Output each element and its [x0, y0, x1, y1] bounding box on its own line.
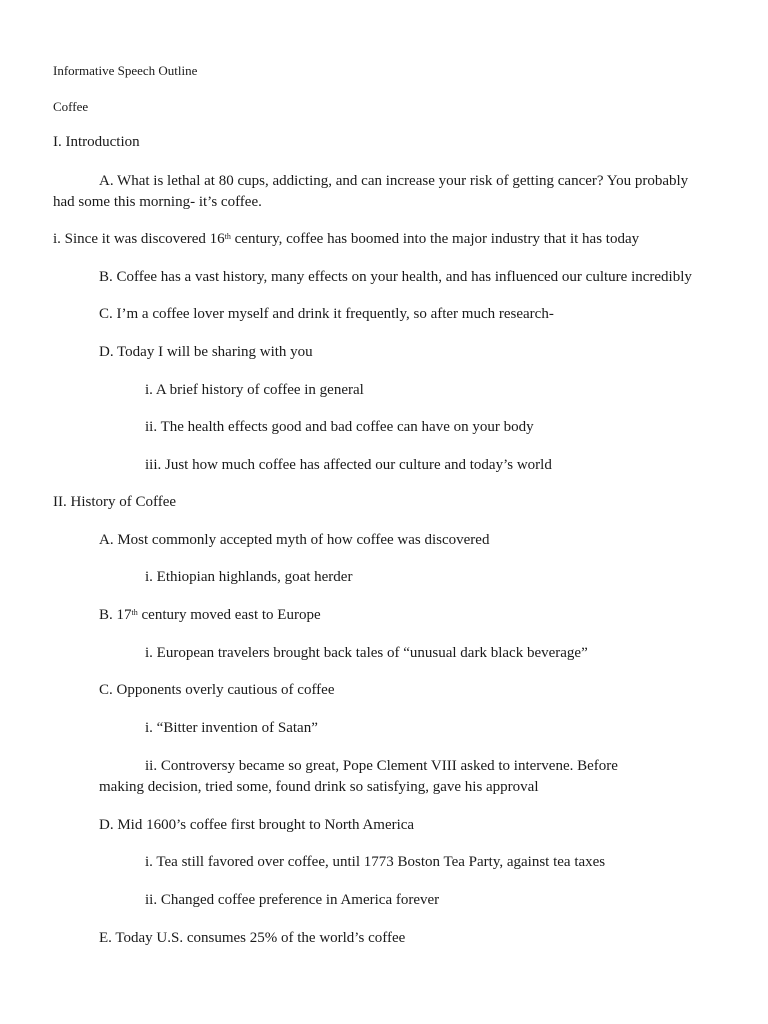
intro-subpoint-i-text: i. Since it was discovered 16 [53, 231, 225, 247]
intro-point-d: D. Today I will be sharing with you [99, 344, 313, 360]
history-point-e: E. Today U.S. consumes 25% of the world’s coffee [99, 930, 406, 946]
ordinal-suffix: th [131, 608, 138, 617]
history-point-c: C. Opponents overly cautious of coffee [99, 682, 335, 698]
intro-point-c: C. I’m a coffee lover myself and drink it frequently, so after much research- [99, 306, 554, 322]
intro-point-a-line2: had some this morning- it’s coffee. [53, 194, 262, 210]
section-heading-introduction: I. Introduction [53, 134, 140, 150]
speech-topic: Coffee [53, 99, 89, 114]
history-d-subpoint-ii: ii. Changed coffee preference in America forever [145, 892, 440, 908]
history-point-b [99, 604, 321, 626]
history-point-d: D. Mid 1600’s coffee first brought to North America [99, 817, 415, 833]
history-point-b-rest: century moved east to Europe [137, 607, 321, 623]
history-a-subpoint-i: i. Ethiopian highlands, goat herder [145, 569, 353, 585]
intro-point-a-line1: A. What is lethal at 80 cups, addicting, and can increase your risk of getting cancer? You probably [99, 173, 689, 189]
history-c-subpoint-ii-line2: making decision, tried some, found drink so satisfying, gave his approval [99, 779, 539, 795]
ordinal-suffix: th [224, 232, 231, 241]
intro-subpoint-i-rest: century, coffee has boomed into the major industry that it has today [230, 231, 640, 247]
intro-subpoint-i [53, 228, 639, 250]
intro-d-subpoint-iii: iii. Just how much coffee has affected our culture and today’s world [145, 457, 552, 473]
history-d-subpoint-i: i. Tea still favored over coffee, until 1773 Boston Tea Party, against tea taxes [145, 854, 606, 870]
intro-d-subpoint-ii: ii. The health effects good and bad coffee can have on your body [145, 419, 534, 435]
history-point-a: A. Most commonly accepted myth of how coffee was discovered [99, 532, 490, 548]
intro-point-b: B. Coffee has a vast history, many effects on your health, and has influenced our culture incredibly [99, 269, 692, 285]
section-heading-history: II. History of Coffee [53, 494, 177, 510]
history-c-subpoint-i: i. “Bitter invention of Satan” [145, 720, 318, 736]
document-type-label: Informative Speech Outline [53, 63, 198, 78]
history-point-b-text: B. 17 [99, 607, 132, 623]
history-c-subpoint-ii-line1: ii. Controversy became so great, Pope Clement VIII asked to intervene. Before [145, 758, 618, 774]
history-b-subpoint-i: i. European travelers brought back tales of “unusual dark black beverage” [145, 645, 588, 661]
intro-d-subpoint-i: i. A brief history of coffee in general [145, 382, 364, 398]
